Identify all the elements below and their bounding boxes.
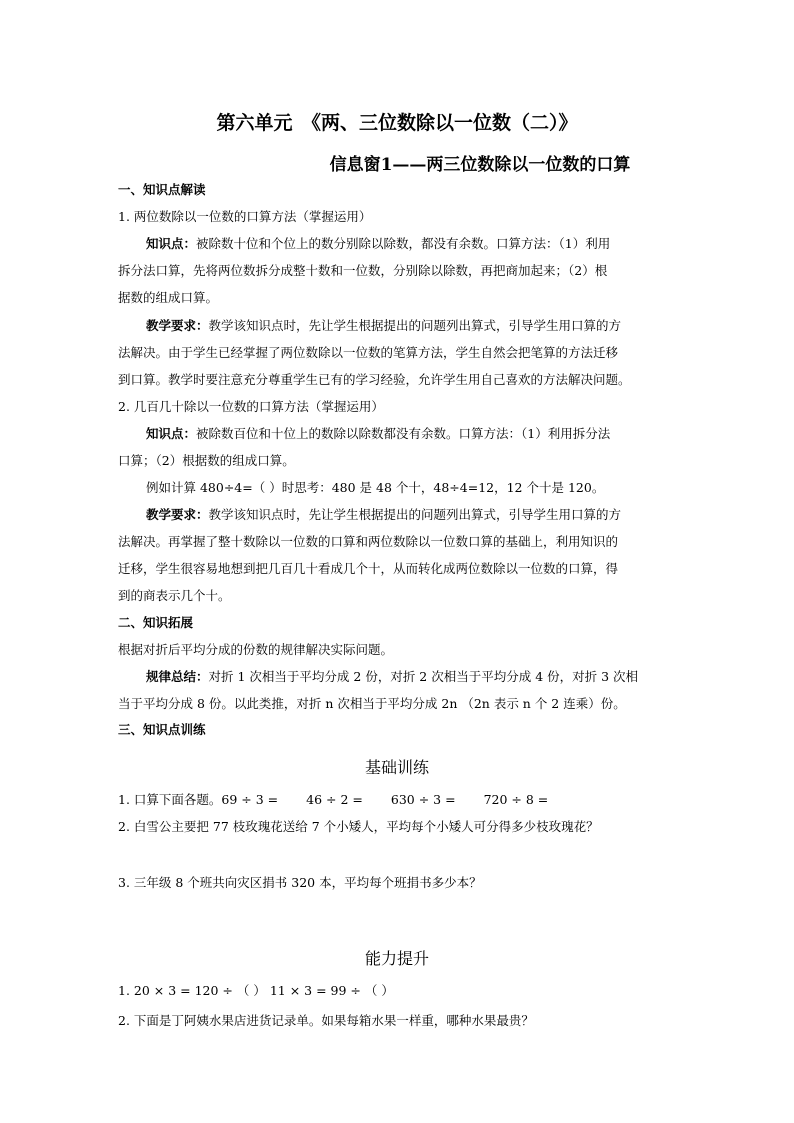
item1-title: 1. 两位数除以一位数的口算方法（掌握运用）	[118, 209, 372, 224]
rule-text: 对折 1 次相当于平均分成 2 份，对折 2 次相当于平均分成 4 份，对折 3 次相	[208, 669, 639, 684]
item2-title: 2. 几百几十除以一位数的口算方法（掌握运用）	[118, 399, 384, 414]
question-label: 1. 口算下面各题。	[118, 792, 222, 807]
section2-heading: 二、知识拓展	[118, 615, 194, 630]
knowledge-label: 知识点：	[146, 426, 197, 441]
item2-knowledge-line-1	[146, 426, 610, 442]
item2-knowledge-line-2: 口算；（2）根据数的组成口算。	[118, 453, 295, 468]
calc-a: 69 ÷ 3 =	[221, 792, 279, 807]
section1-heading: 一、知识点解读	[118, 182, 206, 197]
requirement-label: 教学要求：	[146, 318, 209, 333]
requirement-text: 教学该知识点时，先让学生根据提出的问题列出算式，引导学生用口算的方	[208, 507, 622, 522]
page-subtitle: 信息窗1——两三位数除以一位数的口算	[329, 155, 631, 175]
item1-requirement-line-1	[146, 318, 621, 334]
section3-heading: 三、知识点训练	[118, 722, 206, 737]
rule-summary-line-1	[146, 669, 638, 685]
advanced-question-2: 2. 下面是丁阿姨水果店进货记录单。如果每箱水果一样重，哪种水果最贵？	[118, 1013, 534, 1028]
basic-question-2: 2. 白雪公主要把 77 枝玫瑰花送给 7 个小矮人，平均每个小矮人可分得多少枝玫瑰花？	[118, 819, 599, 834]
basic-question-3: 3. 三年级 8 个班共向灾区捐书 320 本，平均每个班捐书多少本？	[118, 875, 482, 890]
item2-requirement-line-3: 迁移，学生很容易地想到把几百几十看成几个十，从而转化成两位数除以一位数的口算，得	[118, 561, 619, 576]
knowledge-text: 被除数十位和个位上的数分别除以除数，都没有余数。口算方法：（1）利用	[196, 236, 611, 251]
item1-knowledge-line-2: 拆分法口算，先将两位数拆分成整十数和一位数，分别除以除数，再把商加起来；（2）根	[118, 263, 608, 278]
rule-summary-line-2: 当于平均分成 8 份。以此类推，对折 n 次相当于平均分成 2n （2n 表示 n 个 2 连乘）份。	[118, 696, 626, 711]
item1-knowledge-line-3: 据数的组成口算。	[118, 290, 219, 305]
rule-label: 规律总结：	[146, 669, 209, 684]
item2-requirement-line-4: 到的商表示几个十。	[118, 588, 231, 603]
item2-requirement-line-2: 法解决。再掌握了整十数除以一位数的口算和两位数除以一位数口算的基础上，利用知识的	[118, 534, 619, 549]
requirement-text: 教学该知识点时，先让学生根据提出的问题列出算式，引导学生用口算的方	[208, 318, 622, 333]
basic-question-1	[118, 792, 548, 808]
calc-d: 720 ÷ 8 =	[483, 792, 549, 807]
calc-c: 630 ÷ 3 =	[390, 792, 456, 807]
knowledge-label: 知识点：	[146, 236, 197, 251]
calc-b: 46 ÷ 2 =	[306, 792, 363, 807]
section2-intro: 根据对折后平均分成的份数的规律解决实际问题。	[118, 642, 394, 657]
knowledge-text: 被除数百位和十位上的数除以除数都没有余数。口算方法：（1）利用拆分法	[196, 426, 611, 441]
requirement-label: 教学要求：	[146, 507, 209, 522]
item1-requirement-line-2: 法解决。由于学生已经掌握了两位数除以一位数的笔算方法，学生自然会把笔算的方法迁移	[118, 345, 619, 360]
advanced-question-1: 1. 20 × 3 = 120 ÷ （ ） 11 × 3 = 99 ÷ （ ）	[118, 983, 394, 998]
item2-example: 例如计算 480÷4=（ ）时思考：480 是 48 个十，48÷4=12，12 个十是 120。	[146, 480, 605, 495]
item1-knowledge-line-1	[146, 236, 610, 252]
basic-training-title: 基础训练	[364, 758, 429, 777]
page-title: 第六单元 《两、三位数除以一位数（二）》	[216, 112, 578, 134]
item1-requirement-line-3: 到口算。教学时要注意充分尊重学生已有的学习经验，允许学生用自己喜欢的方法解决问题。	[118, 372, 631, 387]
item2-requirement-line-1	[146, 507, 621, 523]
advanced-title: 能力提升	[364, 949, 429, 968]
